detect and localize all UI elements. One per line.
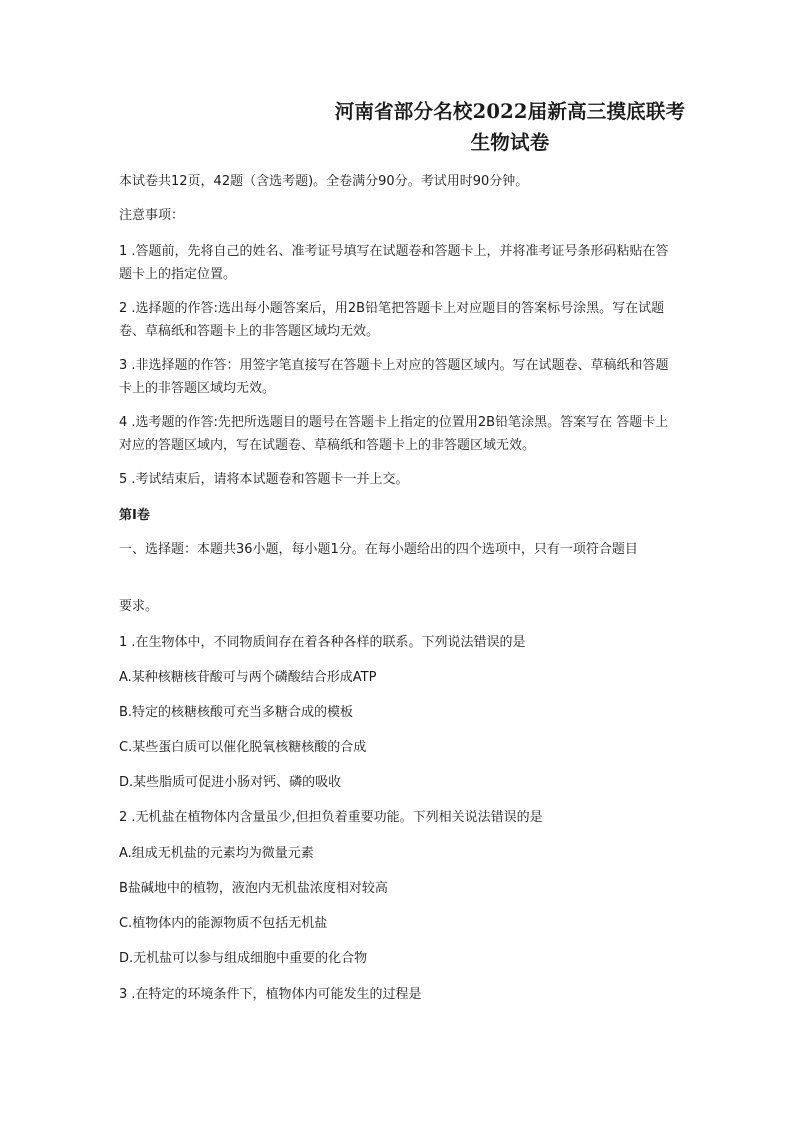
exam-intro: 本试卷共12页，42题（含选考题)。全卷满分90分。考试用时90分钟。 — [119, 174, 529, 189]
question-stem: 2 .无机盐在植物体内含量虽少,但担负着重要功能。下列相关说法错误的是 — [119, 810, 543, 825]
notice-item: 2 .选择题的作答:选出每小题答案后，用2B铅笔把答题卡上对应题目的答案标号涂黑。写在试题卷、草稿纸和答题卡上的非答题区域均无效。 — [119, 301, 665, 339]
question-option: A.组成无机盐的元素均为微量元素 — [119, 846, 314, 861]
question-option: A.某种核糖核苷酸可与两个磷酸结合形成ATP — [119, 670, 377, 685]
question-option: B盐碱地中的植物，液泡内无机盐浓度相对较高 — [119, 881, 388, 896]
question-stem: 3 .在特定的环境条件下，植物体内可能发生的过程是 — [119, 987, 422, 1002]
section-instruction: 一、选择题：本题共36小题，每小题1分。在每小题给出的四个选项中，只有一项符合题目 — [119, 542, 638, 557]
exam-subtitle: 生物试卷 — [470, 131, 550, 154]
notice-item: 4 .选考题的作答:先把所选题目的题号在答题卡上指定的位置用2B铅笔涂黑。答案写在 答题卡上对应的答题区域内，写在试题卷、草稿纸和答题卡上的非答题区域无效。 — [119, 415, 669, 453]
notice-item: 3 .非选择题的作答：用签字笔直接写在答题卡上对应的答题区域内。写在试题卷、草稿纸和答题卡上的非答题区域均无效。 — [119, 358, 669, 396]
question-option: C.植物体内的能源物质不包括无机盐 — [119, 916, 328, 931]
question-option: C.某些蛋白质可以催化脱氧核糖核酸的合成 — [119, 740, 367, 755]
notice-item: 5 .考试结束后，请将本试题卷和答题卡一并上交。 — [119, 472, 409, 487]
question-stem: 1 .在生物体中，不同物质间存在着各种各样的联系。下列说法错误的是 — [119, 635, 526, 650]
section-heading: 第I卷 — [119, 508, 150, 523]
notice-heading: 注意事项： — [119, 208, 185, 223]
question-option: D.某些脂质可促进小肠对钙、磷的吸收 — [119, 775, 342, 790]
notice-item: 1 .答题前，先将自己的姓名、准考证号填写在试题卷和答题卡上，并将准考证号条形码粘贴在答题卡上的指定位置。 — [119, 244, 669, 282]
exam-title: 河南省部分名校2022届新高三摸底联考 — [334, 100, 686, 123]
question-option: B.特定的核糖核酸可充当多糖合成的模板 — [119, 705, 354, 720]
question-option: D.无机盐可以参与组成细胞中重要的化合物 — [119, 951, 368, 966]
section-instruction-continued: 要求。 — [119, 599, 159, 614]
